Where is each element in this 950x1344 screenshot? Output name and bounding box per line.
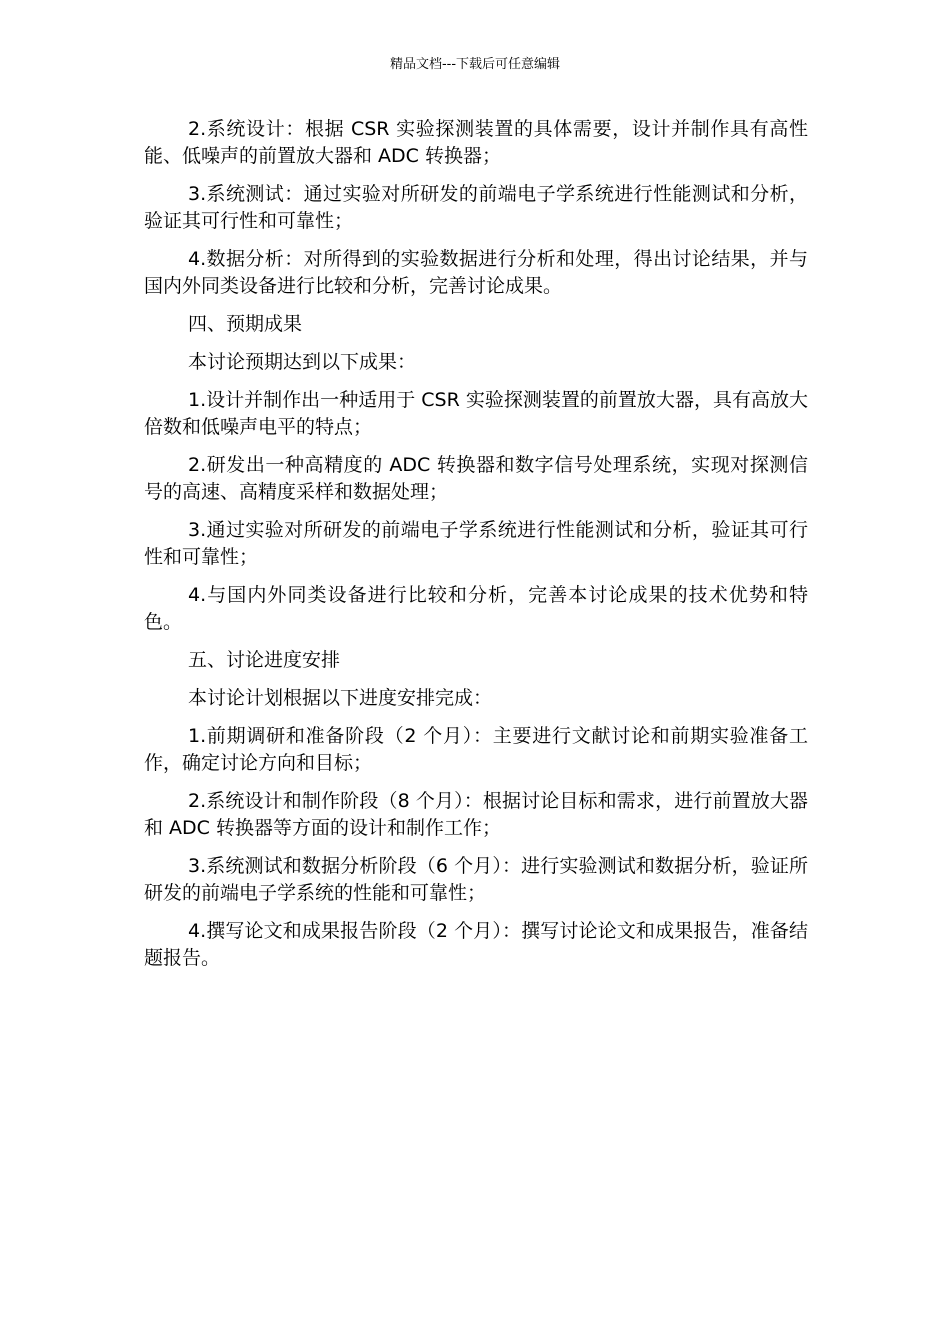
paragraph-schedule-1: 1.前期调研和准备阶段（2 个月）：主要进行文献讨论和前期实验准备工作，确定讨论方向和目标； bbox=[144, 725, 808, 774]
paragraph-schedule-2: 2.系统设计和制作阶段（8 个月）：根据讨论目标和需求，进行前置放大器和 ADC 转换器等方面的设计和制作工作； bbox=[144, 790, 808, 839]
section-heading-schedule: 五、讨论进度安排 bbox=[188, 649, 341, 671]
paragraph-system-test: 3.系统测试：通过实验对所研发的前端电子学系统进行性能测试和分析，验证其可行性和可靠性； bbox=[144, 183, 808, 232]
paragraph-schedule-3: 3.系统测试和数据分析阶段（6 个月）：进行实验测试和数据分析，验证所研发的前端电子学系统的性能和可靠性； bbox=[144, 855, 808, 904]
paragraph-results-intro: 本讨论预期达到以下成果： bbox=[188, 351, 417, 373]
paragraph-data-analysis: 4.数据分析：对所得到的实验数据进行分析和处理，得出讨论结果，并与国内外同类设备进行比较和分析，完善讨论成果。 bbox=[144, 248, 808, 297]
paragraph-result-2: 2.研发出一种高精度的 ADC 转换器和数字信号处理系统，实现对探测信号的高速、高精度采样和数据处理； bbox=[144, 454, 808, 503]
page-header: 精品文档---下载后可任意编辑 bbox=[389, 57, 561, 72]
section-heading-expected-results: 四、预期成果 bbox=[188, 313, 303, 335]
paragraph-result-4: 4.与国内外同类设备进行比较和分析，完善本讨论成果的技术优势和特色。 bbox=[144, 584, 808, 633]
document-body bbox=[144, 116, 808, 983]
paragraph-result-1: 1.设计并制作出一种适用于 CSR 实验探测装置的前置放大器，具有高放大倍数和低噪声电平的特点； bbox=[144, 389, 808, 438]
paragraph-schedule-4: 4.撰写论文和成果报告阶段（2 个月）：撰写讨论论文和成果报告，准备结题报告。 bbox=[144, 920, 808, 969]
paragraph-schedule-intro: 本讨论计划根据以下进度安排完成： bbox=[188, 687, 493, 709]
paragraph-result-3: 3.通过实验对所研发的前端电子学系统进行性能测试和分析，验证其可行性和可靠性； bbox=[144, 519, 808, 568]
paragraph-system-design: 2.系统设计：根据 CSR 实验探测装置的具体需要，设计并制作具有高性能、低噪声的前置放大器和 ADC 转换器； bbox=[144, 118, 808, 167]
